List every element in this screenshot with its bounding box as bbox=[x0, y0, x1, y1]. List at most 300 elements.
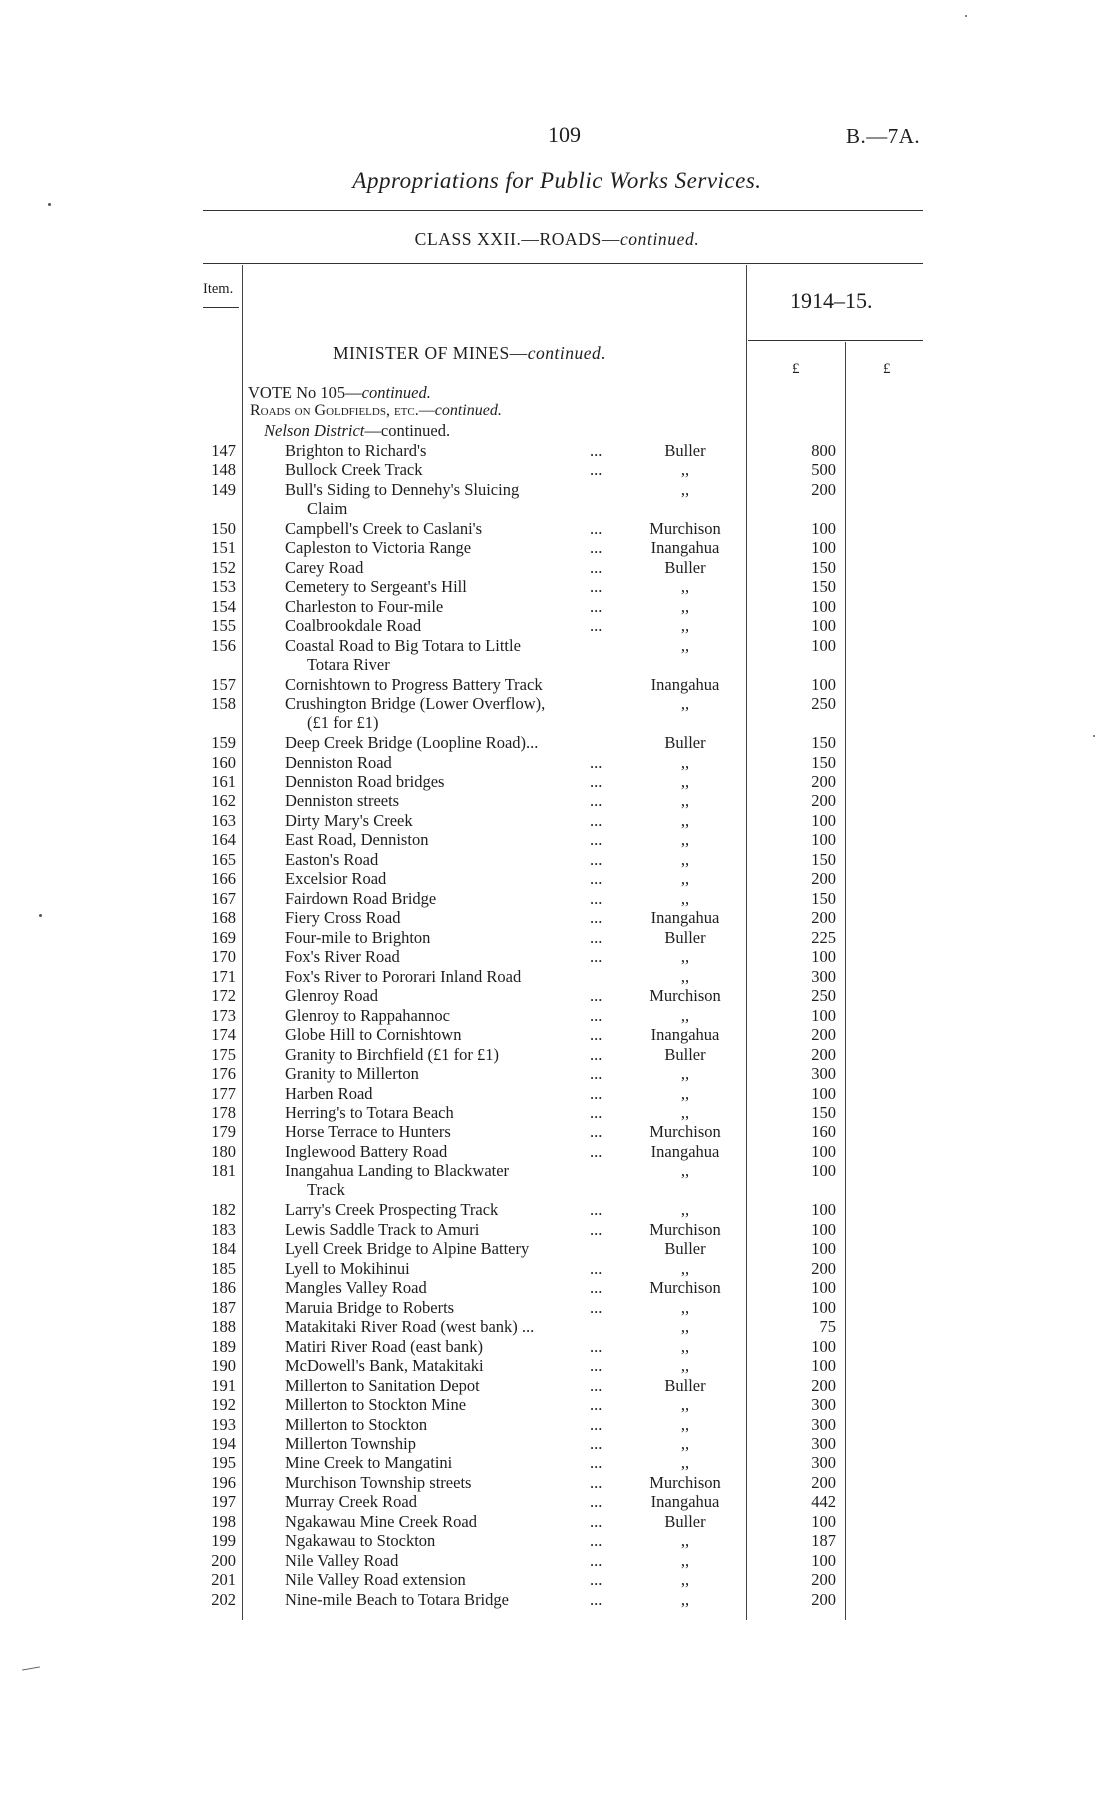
item-name bbox=[285, 1551, 615, 1570]
item-amount: 200 bbox=[811, 791, 836, 810]
item-district: Murchison bbox=[649, 1220, 721, 1239]
item-name bbox=[285, 460, 615, 479]
item-amount: 150 bbox=[811, 889, 836, 908]
item-district: Buller bbox=[664, 558, 706, 577]
item-amount: 300 bbox=[811, 1434, 836, 1453]
item-amount: 300 bbox=[811, 1415, 836, 1434]
item-number: 155 bbox=[211, 616, 236, 635]
scan-speck bbox=[965, 15, 967, 17]
item-number: 147 bbox=[211, 441, 236, 460]
roads-heading-cont: continued. bbox=[434, 402, 502, 419]
item-amount: 300 bbox=[811, 1064, 836, 1083]
item-district: ,, bbox=[680, 1434, 690, 1453]
leader-dots: ... bbox=[590, 753, 603, 772]
item-name bbox=[285, 889, 615, 908]
item-amount: 100 bbox=[811, 616, 836, 635]
leader-dots: ... bbox=[590, 889, 603, 908]
item-amount: 300 bbox=[811, 1395, 836, 1414]
item-amount: 100 bbox=[811, 1161, 836, 1180]
item-district: ,, bbox=[680, 577, 690, 596]
item-number: 171 bbox=[211, 967, 236, 986]
item-district: ,, bbox=[680, 1531, 690, 1550]
item-name bbox=[285, 1259, 615, 1278]
item-name bbox=[285, 597, 615, 616]
leader-dots: ... bbox=[590, 441, 603, 460]
item-name bbox=[285, 1122, 615, 1141]
item-district: Buller bbox=[664, 928, 706, 947]
item-number: 173 bbox=[211, 1006, 236, 1025]
leader-dots: ... bbox=[590, 1551, 603, 1570]
item-district: ,, bbox=[680, 1006, 690, 1025]
item-name bbox=[285, 1200, 615, 1219]
item-name-text: Granity to Millerton bbox=[285, 1064, 419, 1083]
item-district: Inangahua bbox=[650, 1142, 720, 1161]
leader-dots: ... bbox=[590, 1395, 603, 1414]
item-number: 190 bbox=[211, 1356, 236, 1375]
leader-dots: ... bbox=[590, 1122, 603, 1141]
item-amount: 75 bbox=[819, 1317, 836, 1336]
item-name-text: Millerton to Stockton bbox=[285, 1415, 428, 1434]
item-name-text: Charleston to Four-mile bbox=[285, 597, 444, 616]
leader-dots: ... bbox=[590, 1570, 603, 1589]
item-name-text: Murchison Township streets bbox=[285, 1473, 472, 1492]
item-name bbox=[285, 1376, 615, 1395]
leader-dots: ... bbox=[590, 908, 603, 927]
item-amount: 225 bbox=[811, 928, 836, 947]
item-name-text: Nile Valley Road extension bbox=[285, 1570, 466, 1589]
item-amount: 500 bbox=[811, 460, 836, 479]
item-district: ,, bbox=[680, 753, 690, 772]
minister-heading-main: MINISTER OF MINES— bbox=[333, 343, 528, 363]
item-name bbox=[285, 1531, 615, 1550]
item-name-text: Harben Road bbox=[285, 1084, 373, 1103]
class-heading bbox=[0, 229, 1114, 250]
item-amount: 150 bbox=[811, 558, 836, 577]
item-name bbox=[285, 1161, 615, 1199]
item-amount: 200 bbox=[811, 1590, 836, 1609]
item-name-text: Inangahua Landing to Blackwater bbox=[285, 1161, 510, 1180]
leader-dots: ... bbox=[590, 830, 603, 849]
item-amount: 100 bbox=[811, 1239, 836, 1258]
item-name bbox=[285, 850, 615, 869]
item-number: 189 bbox=[211, 1337, 236, 1356]
item-name bbox=[285, 1142, 615, 1161]
item-name-text: Horse Terrace to Hunters bbox=[285, 1122, 451, 1141]
leader-dots: ... bbox=[590, 460, 603, 479]
item-name-continuation: Claim bbox=[307, 499, 348, 518]
item-amount: 100 bbox=[811, 636, 836, 655]
item-district: ,, bbox=[680, 1317, 690, 1336]
item-district: Murchison bbox=[649, 986, 721, 1005]
item-name-text: Four-mile to Brighton bbox=[285, 928, 431, 947]
leader-dots: ... bbox=[590, 1337, 603, 1356]
item-name bbox=[285, 694, 615, 732]
item-amount: 100 bbox=[811, 1006, 836, 1025]
item-district: Inangahua bbox=[650, 538, 720, 557]
item-district: ,, bbox=[680, 947, 690, 966]
item-name bbox=[285, 1278, 615, 1297]
item-district: ,, bbox=[680, 1356, 690, 1375]
item-amount: 800 bbox=[811, 441, 836, 460]
item-name-text: East Road, Denniston bbox=[285, 830, 429, 849]
item-amount: 150 bbox=[811, 1103, 836, 1122]
item-name-text: Fiery Cross Road bbox=[285, 908, 401, 927]
item-district: ,, bbox=[680, 889, 690, 908]
item-name bbox=[285, 1512, 615, 1531]
item-name bbox=[285, 811, 615, 830]
item-name bbox=[285, 519, 615, 538]
item-name bbox=[285, 753, 615, 772]
item-district: ,, bbox=[680, 791, 690, 810]
item-district: ,, bbox=[680, 1064, 690, 1083]
item-name-text: Fox's River Road bbox=[285, 947, 400, 966]
item-amount: 200 bbox=[811, 1376, 836, 1395]
item-number: 176 bbox=[211, 1064, 236, 1083]
item-district: Buller bbox=[664, 441, 706, 460]
leader-dots: ... bbox=[590, 1531, 603, 1550]
item-name bbox=[285, 577, 615, 596]
item-district: ,, bbox=[680, 1200, 690, 1219]
leader-dots: ... bbox=[590, 850, 603, 869]
item-district: Inangahua bbox=[650, 675, 720, 694]
item-amount: 200 bbox=[811, 1045, 836, 1064]
item-number: 148 bbox=[211, 460, 236, 479]
item-district: Murchison bbox=[649, 1122, 721, 1141]
item-district: ,, bbox=[680, 597, 690, 616]
district-heading bbox=[264, 421, 450, 441]
item-amount: 100 bbox=[811, 597, 836, 616]
item-number: 165 bbox=[211, 850, 236, 869]
item-number: 199 bbox=[211, 1531, 236, 1550]
leader-dots: ... bbox=[590, 616, 603, 635]
item-number: 159 bbox=[211, 733, 236, 752]
item-district: ,, bbox=[680, 772, 690, 791]
item-district: ,, bbox=[680, 1453, 690, 1472]
item-amount: 200 bbox=[811, 869, 836, 888]
item-name-text: Larry's Creek Prospecting Track bbox=[285, 1200, 499, 1219]
item-number: 181 bbox=[211, 1161, 236, 1180]
item-name-text: Campbell's Creek to Caslani's bbox=[285, 519, 483, 538]
item-number: 156 bbox=[211, 636, 236, 655]
item-number: 153 bbox=[211, 577, 236, 596]
leader-dots: ... bbox=[590, 986, 603, 1005]
item-name-text: Denniston Road bbox=[285, 753, 392, 772]
item-name-text: Nine-mile Beach to Totara Bridge bbox=[285, 1590, 509, 1609]
leader-dots: ... bbox=[590, 928, 603, 947]
leader-dots: ... bbox=[590, 1512, 603, 1531]
item-name-text: Lyell Creek Bridge to Alpine Battery bbox=[285, 1239, 530, 1258]
item-name bbox=[285, 1395, 615, 1414]
item-number: 185 bbox=[211, 1259, 236, 1278]
item-name-text: Cornishtown to Progress Battery Track bbox=[285, 675, 543, 694]
item-number: 172 bbox=[211, 986, 236, 1005]
leader-dots: ... bbox=[590, 1415, 603, 1434]
item-name-text: Millerton Township bbox=[285, 1434, 417, 1453]
leader-dots: ... bbox=[590, 1434, 603, 1453]
item-name-text: Granity to Birchfield (£1 for £1) bbox=[285, 1045, 499, 1064]
item-amount: 100 bbox=[811, 1200, 836, 1219]
item-name-text: Brighton to Richard's bbox=[285, 441, 427, 460]
item-number: 149 bbox=[211, 480, 236, 499]
item-name bbox=[285, 1492, 615, 1511]
district-column-divider bbox=[746, 265, 747, 1620]
amount-column-divider bbox=[845, 342, 846, 1620]
item-name-text: Herring's to Totara Beach bbox=[285, 1103, 454, 1122]
leader-dots: ... bbox=[590, 1590, 603, 1609]
item-name-text: Cemetery to Sergeant's Hill bbox=[285, 577, 467, 596]
item-district: ,, bbox=[680, 1590, 690, 1609]
item-name-continuation: (£1 for £1) bbox=[307, 713, 379, 732]
item-name bbox=[285, 1064, 615, 1083]
item-amount: 100 bbox=[811, 1356, 836, 1375]
item-amount: 100 bbox=[811, 1512, 836, 1531]
item-amount: 100 bbox=[811, 1551, 836, 1570]
item-amount: 100 bbox=[811, 830, 836, 849]
item-district: Inangahua bbox=[650, 908, 720, 927]
item-name bbox=[285, 1570, 615, 1589]
item-district: ,, bbox=[680, 850, 690, 869]
item-amount: 200 bbox=[811, 908, 836, 927]
leader-dots: ... bbox=[590, 1298, 603, 1317]
item-name bbox=[285, 733, 615, 752]
item-number: 187 bbox=[211, 1298, 236, 1317]
item-district: ,, bbox=[680, 1395, 690, 1414]
item-district: Buller bbox=[664, 733, 706, 752]
leader-dots: ... bbox=[590, 947, 603, 966]
item-number: 193 bbox=[211, 1415, 236, 1434]
district-heading-main: Nelson District bbox=[264, 421, 365, 440]
scan-speck bbox=[1093, 735, 1095, 737]
item-name-text: Capleston to Victoria Range bbox=[285, 538, 472, 557]
item-district: Murchison bbox=[649, 1278, 721, 1297]
item-name-text: Mangles Valley Road bbox=[285, 1278, 427, 1297]
page-number: 109 bbox=[548, 122, 581, 147]
pound-sign-2: £ bbox=[883, 361, 891, 377]
item-name bbox=[285, 986, 615, 1005]
leader-dots: ... bbox=[590, 1025, 603, 1044]
item-name bbox=[285, 791, 615, 810]
item-name-continuation: Track bbox=[307, 1180, 345, 1199]
leader-dots: ... bbox=[590, 558, 603, 577]
item-number: 160 bbox=[211, 753, 236, 772]
item-name-text: Maruia Bridge to Roberts bbox=[285, 1298, 455, 1317]
item-name-text: Crushington Bridge (Lower Overflow), bbox=[285, 694, 546, 713]
item-district: ,, bbox=[680, 967, 690, 986]
item-name-text: Excelsior Road bbox=[285, 869, 387, 888]
leader-dots: ... bbox=[590, 1103, 603, 1122]
pound-sign-1: £ bbox=[792, 361, 800, 377]
item-name-text: Ngakawau Mine Creek Road bbox=[285, 1512, 477, 1531]
item-district: Inangahua bbox=[650, 1492, 720, 1511]
leader-dots: ... bbox=[590, 1259, 603, 1278]
item-district: ,, bbox=[680, 869, 690, 888]
item-amount: 200 bbox=[811, 1259, 836, 1278]
item-amount: 100 bbox=[811, 1142, 836, 1161]
item-district: Inangahua bbox=[650, 1025, 720, 1044]
item-district: ,, bbox=[680, 460, 690, 479]
item-number: 179 bbox=[211, 1122, 236, 1141]
leader-dots: ... bbox=[590, 1200, 603, 1219]
item-amount: 187 bbox=[811, 1531, 836, 1550]
item-name bbox=[285, 1045, 615, 1064]
item-amount: 300 bbox=[811, 1453, 836, 1472]
item-name bbox=[285, 772, 615, 791]
leader-dots: ... bbox=[590, 772, 603, 791]
item-district: Buller bbox=[664, 1376, 706, 1395]
vote-heading bbox=[248, 383, 431, 403]
item-name bbox=[285, 636, 615, 674]
item-name bbox=[285, 1239, 615, 1258]
item-number: 161 bbox=[211, 772, 236, 791]
leader-dots: ... bbox=[590, 1473, 603, 1492]
item-name bbox=[285, 1434, 615, 1453]
item-number: 167 bbox=[211, 889, 236, 908]
item-name-text: Lyell to Mokihinui bbox=[285, 1259, 410, 1278]
item-district: ,, bbox=[680, 694, 690, 713]
item-name-text: Fox's River to Pororari Inland Road bbox=[285, 967, 522, 986]
year-column-header: 1914–15. bbox=[790, 288, 873, 313]
leader-dots: ... bbox=[590, 791, 603, 810]
item-amount: 100 bbox=[811, 538, 836, 557]
item-name-continuation: Totara River bbox=[307, 655, 390, 674]
item-number: 191 bbox=[211, 1376, 236, 1395]
item-number: 194 bbox=[211, 1434, 236, 1453]
item-column-divider bbox=[242, 265, 243, 1620]
item-amount: 250 bbox=[811, 986, 836, 1005]
item-number: 192 bbox=[211, 1395, 236, 1414]
item-district: Buller bbox=[664, 1239, 706, 1258]
leader-dots: ... bbox=[590, 1492, 603, 1511]
item-name bbox=[285, 558, 615, 577]
scan-speck bbox=[48, 203, 51, 206]
item-district: ,, bbox=[680, 480, 690, 499]
item-name bbox=[285, 1025, 615, 1044]
item-number: 164 bbox=[211, 830, 236, 849]
leader-dots: ... bbox=[590, 869, 603, 888]
item-amount: 100 bbox=[811, 1298, 836, 1317]
item-number: 180 bbox=[211, 1142, 236, 1161]
item-number: 152 bbox=[211, 558, 236, 577]
item-name bbox=[285, 1415, 615, 1434]
item-amount: 250 bbox=[811, 694, 836, 713]
item-amount: 100 bbox=[811, 1278, 836, 1297]
item-amount: 150 bbox=[811, 753, 836, 772]
document-reference: B.—7A. bbox=[846, 124, 921, 148]
item-number: 201 bbox=[211, 1570, 236, 1589]
roads-heading-main: Roads on Goldfields, etc.— bbox=[250, 402, 435, 419]
item-name bbox=[285, 1084, 615, 1103]
vote-heading-cont: continued. bbox=[361, 383, 431, 402]
item-name-text: Globe Hill to Cornishtown bbox=[285, 1025, 462, 1044]
item-name bbox=[285, 830, 615, 849]
item-name bbox=[285, 1220, 615, 1239]
item-name bbox=[285, 1337, 615, 1356]
item-number: 151 bbox=[211, 538, 236, 557]
item-district: ,, bbox=[680, 830, 690, 849]
item-number: 186 bbox=[211, 1278, 236, 1297]
item-name-text: Inglewood Battery Road bbox=[285, 1142, 448, 1161]
item-number: 170 bbox=[211, 947, 236, 966]
item-name bbox=[285, 616, 615, 635]
leader-dots: ... bbox=[590, 597, 603, 616]
item-number: 188 bbox=[211, 1317, 236, 1336]
item-district: ,, bbox=[680, 616, 690, 635]
item-number: 175 bbox=[211, 1045, 236, 1064]
minister-heading bbox=[333, 343, 606, 364]
item-number: 202 bbox=[211, 1590, 236, 1609]
item-district: ,, bbox=[680, 1161, 690, 1180]
item-number: 195 bbox=[211, 1453, 236, 1472]
minister-heading-cont: continued. bbox=[527, 343, 607, 363]
item-name bbox=[285, 441, 615, 460]
item-district: ,, bbox=[680, 1084, 690, 1103]
leader-dots: ... bbox=[590, 1064, 603, 1083]
item-number: 150 bbox=[211, 519, 236, 538]
item-name bbox=[285, 1317, 615, 1336]
item-name-text: Denniston streets bbox=[285, 791, 400, 810]
item-name-text: Lewis Saddle Track to Amuri bbox=[285, 1220, 480, 1239]
item-district: ,, bbox=[680, 1103, 690, 1122]
vote-heading-main: VOTE No 105— bbox=[248, 383, 362, 402]
item-name-text: Glenroy to Rappahannoc bbox=[285, 1006, 450, 1025]
item-number: 158 bbox=[211, 694, 236, 713]
item-name-text: Matakitaki River Road (west bank) ... bbox=[285, 1317, 535, 1336]
item-amount: 150 bbox=[811, 577, 836, 596]
item-name bbox=[285, 908, 615, 927]
item-name bbox=[285, 480, 615, 518]
item-header-underline bbox=[203, 307, 239, 308]
item-amount: 200 bbox=[811, 1473, 836, 1492]
class-heading-main: CLASS XXII.—ROADS— bbox=[414, 229, 620, 249]
item-district: ,, bbox=[680, 1570, 690, 1589]
item-name-text: McDowell's Bank, Matakitaki bbox=[285, 1356, 484, 1375]
item-column-header: Item. bbox=[203, 281, 234, 297]
leader-dots: ... bbox=[590, 1376, 603, 1395]
item-district: Buller bbox=[664, 1512, 706, 1531]
leader-dots: ... bbox=[590, 1084, 603, 1103]
item-name bbox=[285, 1006, 615, 1025]
leader-dots: ... bbox=[590, 577, 603, 596]
item-number: 184 bbox=[211, 1239, 236, 1258]
item-number: 178 bbox=[211, 1103, 236, 1122]
item-name-text: Easton's Road bbox=[285, 850, 379, 869]
item-name-text: Millerton to Stockton Mine bbox=[285, 1395, 467, 1414]
leader-dots: ... bbox=[590, 538, 603, 557]
leader-dots: ... bbox=[590, 1356, 603, 1375]
leader-dots: ... bbox=[590, 1453, 603, 1472]
item-amount: 100 bbox=[811, 947, 836, 966]
item-district: ,, bbox=[680, 1298, 690, 1317]
item-amount: 150 bbox=[811, 733, 836, 752]
leader-dots: ... bbox=[590, 1006, 603, 1025]
item-number: 166 bbox=[211, 869, 236, 888]
item-name-text: Ngakawau to Stockton bbox=[285, 1531, 436, 1550]
item-district: ,, bbox=[680, 636, 690, 655]
item-amount: 100 bbox=[811, 519, 836, 538]
year-header-rule bbox=[748, 340, 923, 341]
page-title: Appropriations for Public Works Services. bbox=[352, 168, 762, 193]
item-amount: 150 bbox=[811, 850, 836, 869]
item-amount: 200 bbox=[811, 480, 836, 499]
title-rule bbox=[203, 210, 923, 211]
item-name bbox=[285, 1590, 615, 1609]
item-name-text: Bullock Creek Track bbox=[285, 460, 423, 479]
item-amount: 100 bbox=[811, 675, 836, 694]
item-name-text: Murray Creek Road bbox=[285, 1492, 417, 1511]
item-number: 182 bbox=[211, 1200, 236, 1219]
item-number: 183 bbox=[211, 1220, 236, 1239]
item-district: ,, bbox=[680, 811, 690, 830]
